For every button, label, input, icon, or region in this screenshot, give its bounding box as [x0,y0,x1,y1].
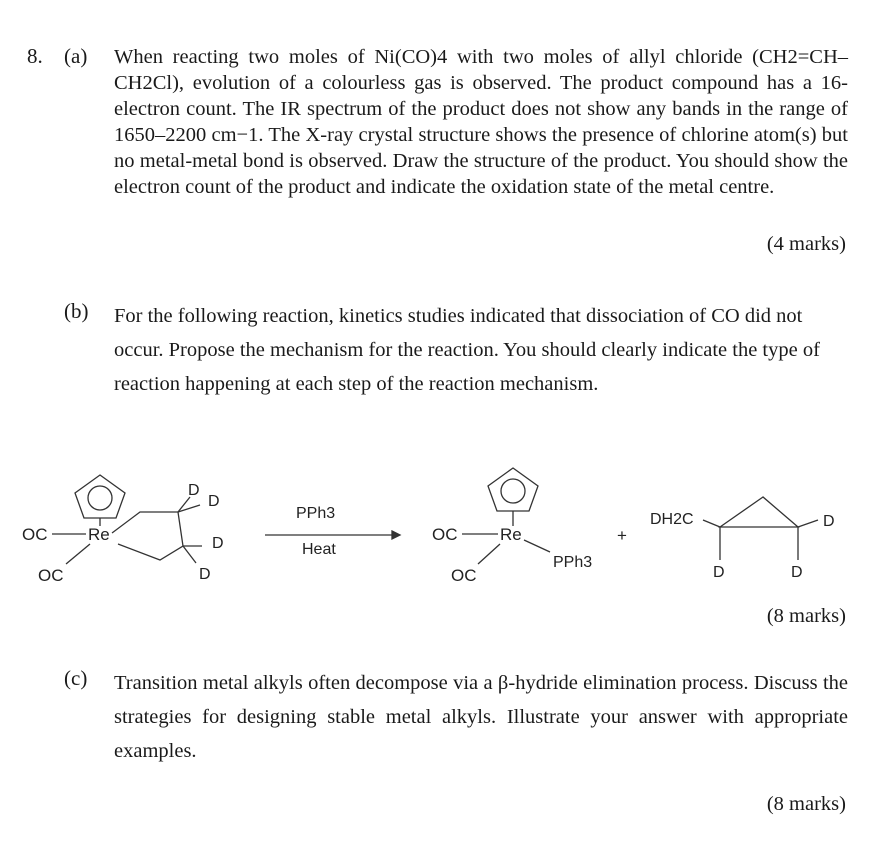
byproduct-d-2: D [713,564,725,581]
reaction-scheme [0,460,890,610]
part-b-marks: (8 marks) [766,605,846,627]
part-a-text: When reacting two moles of Ni(CO)4 with two moles of allyl chloride (CH2=CH–CH2Cl), evolution of a colourless gas is observed. The product compound has a 16-electron count. The IR spectrum of the product does not show any bands in the range of 1650–2200 cm−1. The X-ray crystal structure shows the presence of chlorine atom(s) but no metal-metal bond is observed. Draw the structure of the product. You should show the electron count of the product and indicate the oxidation state of the metal centre. [114,46,848,198]
byproduct-d-1: D [823,513,835,530]
reagent-label: PPh3 [296,505,336,522]
part-b-text: For the following reaction, kinetics studies indicated that dissociation of CO did not occur. Propose the mechanism for the reaction. You should clearly indicate the type of reaction happening at each step of the reaction mechanism. [114,305,820,395]
byproduct-ch2-bond [703,520,720,527]
reactant-cp-ring [75,475,125,518]
product-pph3: PPh3 [553,554,593,571]
reactant-co-1: OC [22,525,48,544]
product-co-2: OC [451,566,477,585]
byproduct-d-bond-1 [798,520,818,527]
reactant-d-3: D [212,535,224,552]
condition-label: Heat [302,541,336,558]
reaction-arrow-head [392,531,400,539]
part-c-text: Transition metal alkyls often decompose via a β-hydride elimination process. Discuss the strategies for designing stable metal alkyls. Illustrate your answer with appropriate examples. [114,672,848,762]
reactant-d-bond-4 [183,546,196,563]
reactant-metallacycle [112,512,183,560]
reactant-d-1: D [188,482,200,499]
product-pph3-bond [524,540,550,552]
product-cp-ring [488,468,538,511]
product-co-2-bond [478,544,500,564]
reactant-d-2: D [208,493,220,510]
product-cp-circle [501,479,525,503]
reactant-co-2: OC [38,566,64,585]
part-a-marks: (4 marks) [766,233,846,255]
reactant-metal: Re [88,525,110,544]
reactant-co-2-bond [66,544,90,564]
byproduct-d-3: D [791,564,803,581]
plus-sign: + [617,526,627,545]
reactant-d-4: D [199,566,211,583]
reactant-cp-circle [88,486,112,510]
question-number: 8. [27,44,43,68]
product-metal: Re [500,525,522,544]
part-c-label: (c) [64,666,88,690]
part-b-label: (b) [64,299,89,323]
part-a-label: (a) [64,44,88,68]
byproduct-cyclopropane [720,497,798,527]
product-co-1: OC [432,525,458,544]
byproduct-dh2c: DH2C [650,511,694,528]
part-c-marks: (8 marks) [766,793,846,815]
